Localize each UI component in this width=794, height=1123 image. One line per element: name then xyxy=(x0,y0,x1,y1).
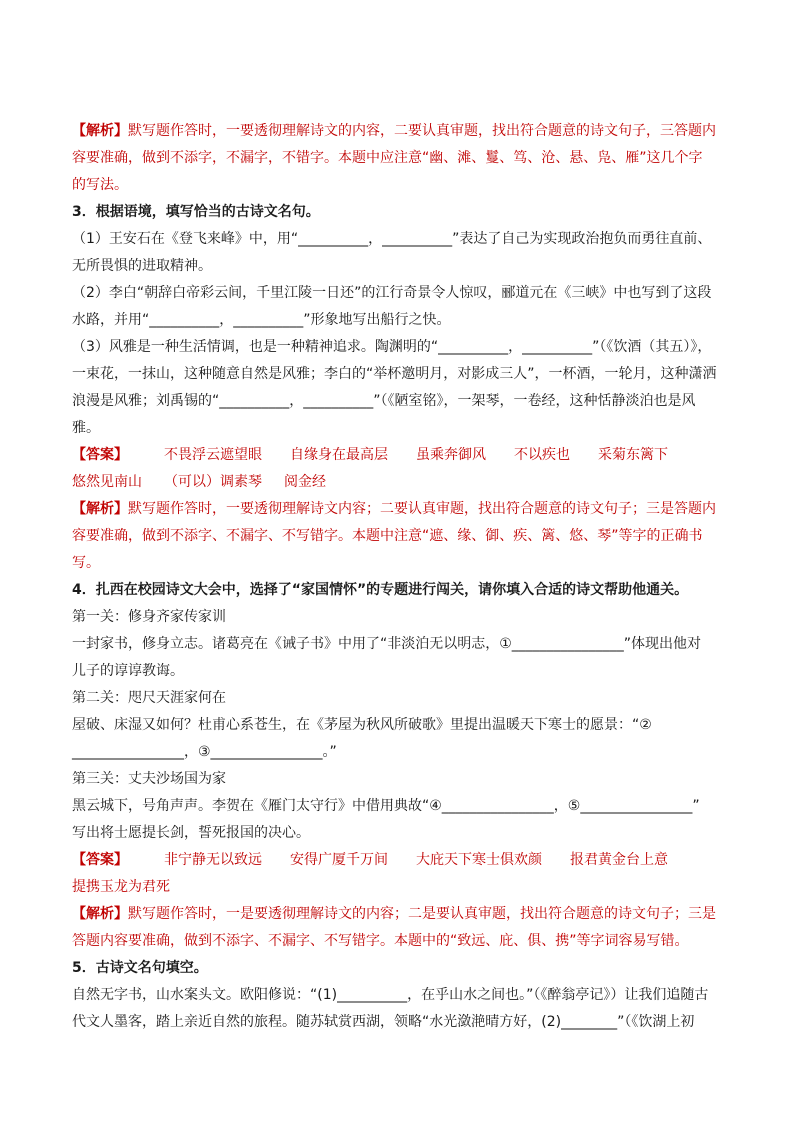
text-line xyxy=(72,145,724,172)
line-text: 第一关：修身齐家传家训 xyxy=(72,609,226,625)
answer-item: 安得广厦千万间 xyxy=(290,852,388,868)
answer-item: 自缘身在最高层 xyxy=(290,447,388,463)
line-text: 水路，并用“__________，__________”形象地写出船行之快。 xyxy=(72,312,451,328)
text-line xyxy=(72,334,724,361)
line-text: 5．古诗文名句填空。 xyxy=(72,960,208,976)
text-line xyxy=(72,550,724,577)
text-line xyxy=(72,118,724,145)
text-line xyxy=(72,631,724,658)
answer-item: 虽乘奔御风 xyxy=(416,447,486,463)
line-text: （3）风雅是一种生活情调，也是一种精神追求。陶渊明的“__________，__________”（《饮酒（其五）》， xyxy=(72,339,712,355)
text-line xyxy=(72,1009,724,1036)
text-line xyxy=(72,496,724,523)
text-line xyxy=(72,253,724,280)
answer-item: （可以）调素琴 xyxy=(164,474,262,490)
text-line xyxy=(72,847,724,874)
analysis-tag: 【解析】 xyxy=(72,906,128,922)
answer-tag: 【答案】 xyxy=(72,447,128,463)
line-text: 屋破、床湿又如何？杜甫心系苍生，在《茅屋为秋风所破歌》里提出温暖天下寒士的愿景：“② xyxy=(72,717,652,733)
line-text: 容要准确，做到不添字，不漏字，不错字。本题中应注意“幽、滩、鬘、笃、沧、悬、凫、雁”这几个字 xyxy=(72,150,703,166)
text-line xyxy=(72,901,724,928)
line-text: 4．扎西在校园诗文大会中，选择了“家国情怀”的专题进行闯关，请你填入合适的诗文帮助他通关。 xyxy=(72,582,689,598)
text-line xyxy=(72,874,724,901)
answer-item: 非宁静无以致远 xyxy=(164,852,262,868)
answer-item: 大庇天下寒士俱欢颜 xyxy=(416,852,542,868)
line-text: 容要准确，做到不添字、不漏字、不写错字。本题中注意“遮、缘、御、疾、篱、悠、琴”等字的正确书 xyxy=(72,528,703,544)
line-text: 代文人墨客，踏上亲近自然的旅程。随苏轼赏西湖，领略“水光潋滟晴方好，(2)________”（《饮湖上初 xyxy=(72,1014,695,1030)
line-text: 写。 xyxy=(72,555,100,571)
line-text: 默写题作答时，一要透彻理解诗文内容；二要认真审题，找出符合题意的诗文句子；三是答题内 xyxy=(128,501,716,517)
answer-item: 悠然见南山 xyxy=(72,474,142,490)
analysis-tag: 【解析】 xyxy=(72,501,128,517)
answer-item: 报君黄金台上意 xyxy=(570,852,668,868)
line-text: 第三关：丈夫沙场国为家 xyxy=(72,771,226,787)
text-line xyxy=(72,739,724,766)
text-line xyxy=(72,766,724,793)
text-line xyxy=(72,793,724,820)
text-line xyxy=(72,658,724,685)
text-line xyxy=(72,820,724,847)
line-text: 的写法。 xyxy=(72,177,128,193)
line-text: 答题内容要准确，做到不添字、不漏字、不写错字。本题中的“致远、庇、俱、携”等字词容易写错。 xyxy=(72,933,689,949)
text-line xyxy=(72,928,724,955)
line-text: 自然无字书，山水案头文。欧阳修说：“(1)__________，在乎山水之间也。”（《醉翁亭记》）让我们追随古 xyxy=(72,987,709,1003)
answer-item: 提携玉龙为君死 xyxy=(72,879,170,895)
text-line xyxy=(72,307,724,334)
text-line xyxy=(72,442,724,469)
line-text: 一束花，一抹山，这种随意自然是风雅；李白的“举杯邀明月，对影成三人”，一杯酒，一轮月，这种潇洒 xyxy=(72,366,717,382)
text-line xyxy=(72,955,724,982)
line-text: （1）王安石在《登飞来峰》中，用“__________，__________”表达了自己为实现政治抱负而勇往直前、 xyxy=(72,231,712,247)
text-line xyxy=(72,361,724,388)
answer-item: 阅金经 xyxy=(284,474,326,490)
text-line xyxy=(72,982,724,1009)
document-page xyxy=(72,118,724,1036)
line-text: 黑云城下，号角声声。李贺在《雁门太守行》中借用典故“④________________，⑤________________” xyxy=(72,798,700,814)
line-text: 3．根据语境，填写恰当的古诗文名句。 xyxy=(72,204,320,220)
line-text: 第二关：咫尺天涯家何在 xyxy=(72,690,226,706)
text-line xyxy=(72,604,724,631)
line-text: 写出将士愿提长剑，誓死报国的决心。 xyxy=(72,825,310,841)
text-line xyxy=(72,469,724,496)
line-text: 默写题作答时，一要透彻理解诗文的内容，二要认真审题，找出符合题意的诗文句子，三答题内 xyxy=(128,123,716,139)
line-text: ________________，③________________。” xyxy=(72,744,337,760)
text-line xyxy=(72,226,724,253)
line-text: 浪漫是风雅；刘禹锡的“__________，__________”（《陋室铭》，一架琴，一卷经，这种恬静淡泊也是风 xyxy=(72,393,696,409)
line-text: 一封家书，修身立志。诸葛亮在《诫子书》中用了“非淡泊无以明志，①________________”体现出他对 xyxy=(72,636,702,652)
line-text: 无所畏惧的进取精神。 xyxy=(72,258,212,274)
answer-tag: 【答案】 xyxy=(72,852,128,868)
line-text: 雅。 xyxy=(72,420,100,436)
text-line xyxy=(72,280,724,307)
text-line xyxy=(72,523,724,550)
answer-item: 不畏浮云遮望眼 xyxy=(164,447,262,463)
text-line xyxy=(72,199,724,226)
analysis-tag: 【解析】 xyxy=(72,123,128,139)
text-line xyxy=(72,712,724,739)
text-line xyxy=(72,685,724,712)
line-text: 儿子的谆谆教诲。 xyxy=(72,663,184,679)
answer-item: 采菊东篱下 xyxy=(598,447,668,463)
line-text: （2）李白“朝辞白帝彩云间，千里江陵一日还”的江行奇景令人惊叹，郦道元在《三峡》中也写到了这段 xyxy=(72,285,712,301)
text-line xyxy=(72,172,724,199)
answer-item: 不以疾也 xyxy=(514,447,570,463)
line-text: 默写题作答时，一是要透彻理解诗文的内容；二是要认真审题，找出符合题意的诗文句子；三是 xyxy=(128,906,716,922)
text-line xyxy=(72,388,724,415)
text-line xyxy=(72,577,724,604)
text-line xyxy=(72,415,724,442)
